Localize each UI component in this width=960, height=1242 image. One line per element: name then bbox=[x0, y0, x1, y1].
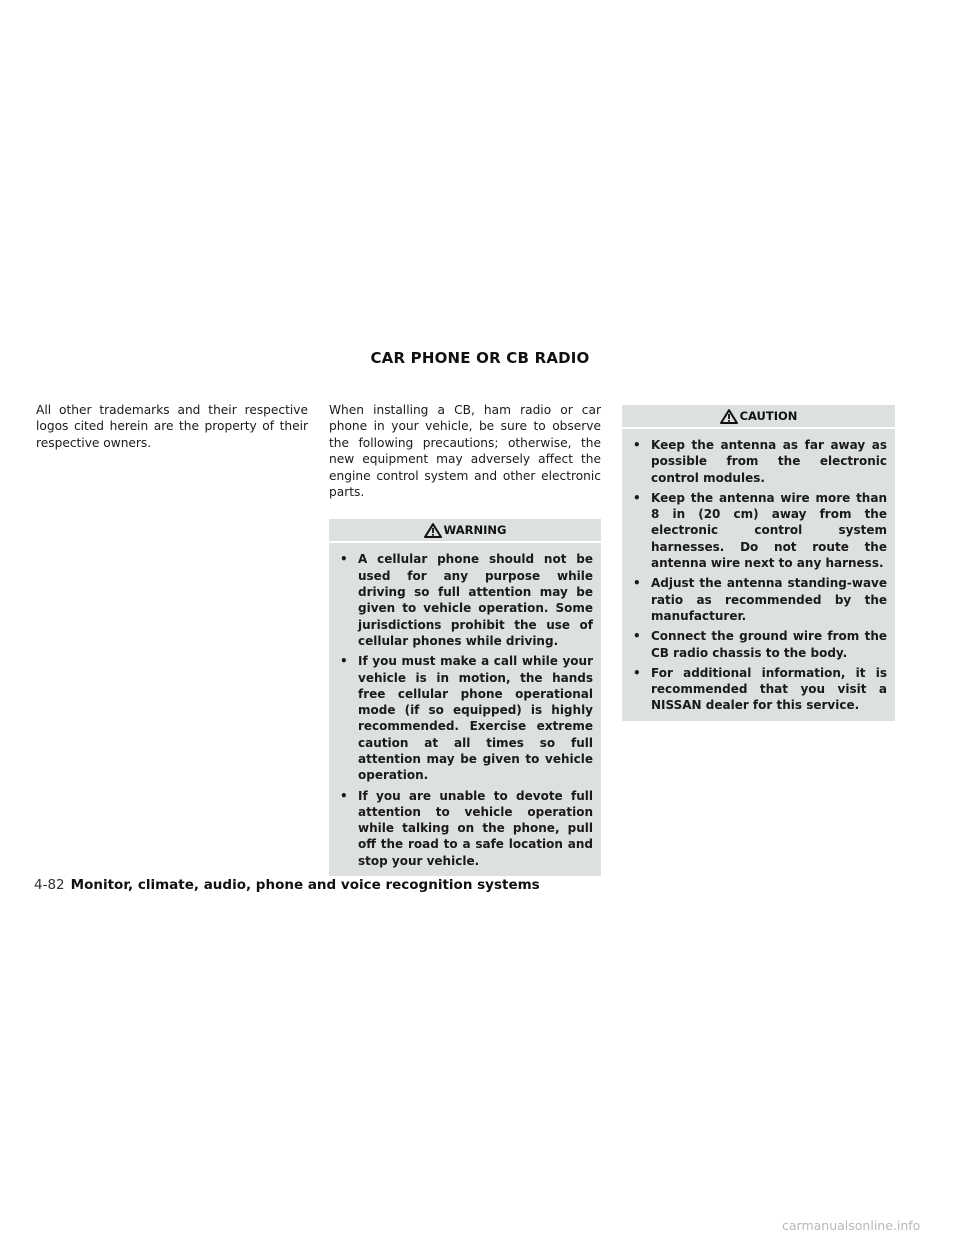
page-footer bbox=[34, 877, 540, 893]
column-left bbox=[36, 402, 308, 451]
warning-item bbox=[337, 551, 593, 649]
caution-item-text: Keep the antenna as far away as possible from the electronic control modules. bbox=[651, 438, 887, 485]
warning-item-text: A cellular phone should not be used for any purpose while driving so full attention may be given to vehicle operation. Some jurisdictions prohibit the use of cellular phones while driving. bbox=[358, 552, 593, 648]
warning-header bbox=[329, 519, 601, 543]
warning-title: WARNING bbox=[443, 523, 507, 538]
warning-item-text: If you must make a call while your vehicle is in motion, the hands free cellular phone operational mode (if so equipped) is highly recommended. Exercise extreme caution at all times so full attention may be given to vehicle operation. bbox=[358, 654, 593, 783]
warning-item bbox=[337, 788, 593, 869]
column-middle bbox=[329, 402, 601, 876]
warning-item bbox=[337, 653, 593, 783]
bullet: • bbox=[633, 490, 641, 505]
watermark[interactable]: carmanualsonline.info bbox=[782, 1218, 921, 1233]
warning-list bbox=[337, 551, 593, 869]
bullet: • bbox=[340, 654, 348, 669]
bullet: • bbox=[340, 552, 348, 567]
caution-item-text: Connect the ground wire from the CB radio chassis to the body. bbox=[651, 629, 887, 660]
caution-item-text: Keep the antenna wire more than 8 in (20 cm) away from the electronic control system harnesses. Do not route the antenna wire next to any harness. bbox=[651, 490, 887, 571]
caution-item bbox=[630, 437, 887, 486]
installation-paragraph: When installing a CB, ham radio or car phone in your vehicle, be sure to observe the following precautions; otherwise, the new equipment may adversely affect the engine control system and other electronic parts. bbox=[329, 403, 601, 500]
bullet: • bbox=[340, 788, 348, 803]
caution-item-text: For additional information, it is recommended that you visit a NISSAN dealer for this service. bbox=[651, 665, 887, 713]
caution-item-text: Adjust the antenna standing-wave ratio as recommended by the manufacturer. bbox=[651, 576, 887, 623]
caution-header bbox=[622, 405, 895, 429]
caution-list bbox=[630, 437, 887, 714]
caution-box bbox=[622, 405, 895, 721]
warning-triangle-icon bbox=[424, 523, 442, 538]
column-right bbox=[622, 405, 895, 721]
chapter-title: Monitor, climate, audio, phone and voice recognition systems bbox=[70, 877, 540, 893]
caution-item bbox=[630, 665, 887, 714]
caution-item bbox=[630, 575, 887, 624]
bullet: • bbox=[633, 438, 641, 452]
caution-title: CAUTION bbox=[739, 408, 798, 423]
section-title: CAR PHONE OR CB RADIO bbox=[370, 349, 590, 367]
bullet: • bbox=[633, 665, 641, 680]
warning-triangle-icon bbox=[720, 409, 738, 424]
warning-box bbox=[329, 519, 601, 876]
trademark-paragraph: All other trademarks and their respective logos cited herein are the property of their respective owners. bbox=[36, 403, 308, 450]
caution-item bbox=[630, 490, 887, 571]
page-number: 4-82 bbox=[34, 877, 65, 893]
bullet: • bbox=[633, 576, 641, 591]
warning-item-text: If you are unable to devote full attention to vehicle operation while talking on the phone, pull off the road to a safe location and stop your vehicle. bbox=[358, 788, 593, 868]
caution-item bbox=[630, 628, 887, 661]
bullet: • bbox=[633, 629, 641, 644]
